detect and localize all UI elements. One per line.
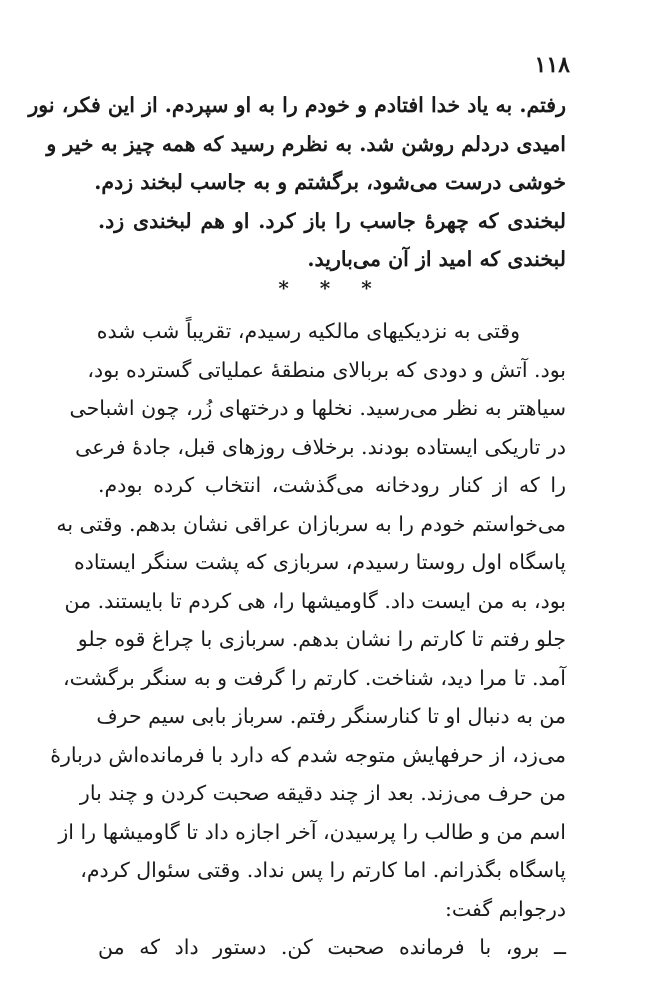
text-line: جلو رفتم تا کارتم را نشان بدهم. سربازی با چراغ قوه جلو bbox=[77, 627, 566, 651]
text-line: را که از کنار رودخانه می‌گذشت، انتخاب کرده بودم. bbox=[98, 473, 566, 497]
text-line: سیاهتر به نظر می‌رسید. نخلها و درختهای زُر، چون اشباحی bbox=[69, 396, 566, 420]
text-line: آمد. تا مرا دید، شناخت. کارتم را گرفت و به سنگر برگشت، bbox=[63, 665, 566, 690]
page-number: ۱۱۸ bbox=[534, 52, 570, 78]
text-line: لبخندی که چهرهٔ جاسب را باز کرد. او هم لبخندی زد. bbox=[98, 208, 566, 233]
text-line: ــ برو، با فرمانده صحبت کن. دستور داد که من bbox=[98, 935, 566, 959]
text-line: پاسگاه اول روستا رسیدم، سربازی که پشت سنگر ایستاده bbox=[73, 550, 566, 574]
text-line: بود، به من ایست داد. گاومیشها را، هی کردم تا بایستند. من bbox=[64, 588, 566, 613]
text-line: من به دنبال او تا کنارسنگر رفتم. سرباز بابی سیم حرف bbox=[96, 704, 566, 728]
body-paragraph bbox=[50, 312, 566, 967]
text-line: بود. آتش و دودی که بربالای منطقهٔ عملیاتی گسترده بود، bbox=[87, 357, 566, 382]
text-line: اسم من و طالب را پرسیدن، آخر اجازه داد تا گاومیشها را از bbox=[58, 819, 566, 844]
text-line: وقتی به نزدیکیهای مالکیه رسیدم، تقریباً شب شده bbox=[96, 319, 520, 343]
bold-paragraph bbox=[28, 86, 566, 279]
text-line: من حرف می‌زند. بعد از چند دقیقه صحبت کردن و چند بار bbox=[79, 781, 566, 805]
text-line: پاسگاه بگذرانم. اما کارتم را پس نداد. وقتی سئوال کردم، bbox=[80, 858, 566, 882]
section-separator: * * * bbox=[278, 276, 384, 300]
text-line: لبخندی که امید از آن می‌بارید. bbox=[307, 247, 566, 271]
text-line: در تاریکی ایستاده بودند. برخلاف روزهای قبل، جادهٔ فرعی bbox=[75, 434, 566, 459]
text-line: امیدی دردلم روشن شد. به نظرم رسید که همه چیز به خیر و bbox=[46, 131, 566, 156]
text-line: درجوابم گفت: bbox=[444, 896, 566, 921]
text-line: خوشی درست می‌شود، برگشتم و به جاسب لبخند زدم. bbox=[94, 170, 566, 194]
text-line: می‌خواستم خودم را به سربازان عراقی نشان بدهم. وقتی به bbox=[56, 511, 566, 536]
text-line: رفتم. به یاد خدا افتادم و خودم را به او سپردم. از این فکر، نور bbox=[28, 93, 566, 117]
text-line: می‌زد، از حرفهایش متوجه شدم که دارد با فرمانده‌اش دربارهٔ bbox=[50, 742, 566, 767]
